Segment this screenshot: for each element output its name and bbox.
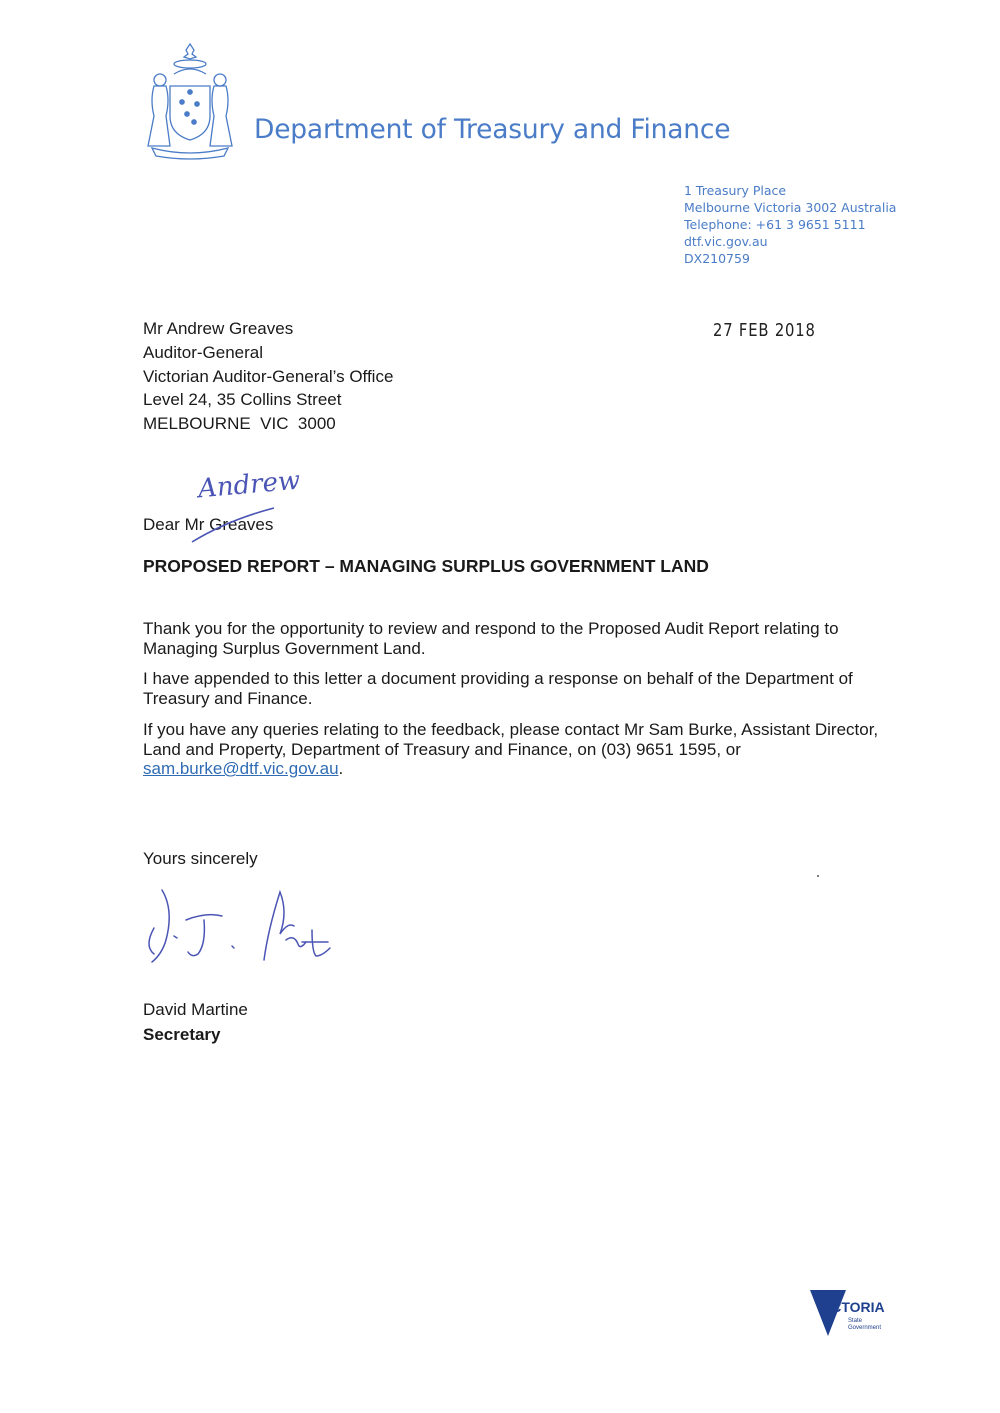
strikethrough-mark [188, 500, 278, 550]
email-link[interactable]: sam.burke@dtf.vic.gov.au [143, 759, 339, 778]
subject-line: PROPOSED REPORT – MANAGING SURPLUS GOVERNMENT LAND [143, 556, 709, 576]
logo-subline-state: State [848, 1318, 863, 1324]
paragraph-end: . [338, 759, 344, 778]
body-paragraph: I have appended to this letter a document providing a response on behalf of the Department of Treasury and Finance. [143, 669, 853, 708]
recipient-line: Level 24, 35 Collins Street [143, 390, 342, 410]
address-block [684, 182, 896, 267]
date-stamp: 27 FEB 2018 [713, 320, 816, 341]
logo-wordmark: VICTORIA [818, 1299, 885, 1315]
salutation: Dear Mr Greaves [143, 515, 274, 534]
coat-of-arms-icon [140, 40, 240, 160]
handwritten-correction: Andrew [196, 465, 302, 505]
logo-subline-government: Government [848, 1325, 882, 1331]
body-paragraph [143, 720, 893, 779]
paragraph-text: If you have any queries relating to the feedback, please contact Mr Sam Burke, Assistant Director, Land and Property, Department of Treasury and Finance, on (03) 9651 1595, or [143, 720, 879, 759]
victoria-state-government-logo-icon [808, 1286, 898, 1336]
recipient-line: Victorian Auditor-General’s Office [143, 366, 394, 386]
address-line: Melbourne Victoria 3002 Australia [684, 200, 897, 215]
address-line: 1 Treasury Place [684, 183, 787, 198]
address-line: DX210759 [684, 251, 750, 266]
recipient-line: Mr Andrew Greaves [143, 319, 294, 338]
closing: Yours sincerely [143, 849, 258, 868]
body-paragraph: Thank you for the opportunity to review and respond to the Proposed Audit Report relating to Managing Surplus Government Land. [143, 619, 839, 658]
recipient-line: Auditor-General [143, 342, 264, 362]
address-line: dtf.vic.gov.au [684, 234, 768, 249]
signer-name: David Martine [143, 1000, 248, 1019]
handwritten-signature-icon [140, 880, 350, 965]
scan-speck [817, 875, 819, 877]
department-name: Department of Treasury and Finance [254, 114, 731, 145]
signer-title: Secretary [143, 1025, 221, 1044]
recipient-address [143, 317, 393, 436]
recipient-line: MELBOURNE VIC 3000 [143, 414, 336, 433]
address-line: Telephone: +61 3 9651 5111 [684, 217, 866, 232]
